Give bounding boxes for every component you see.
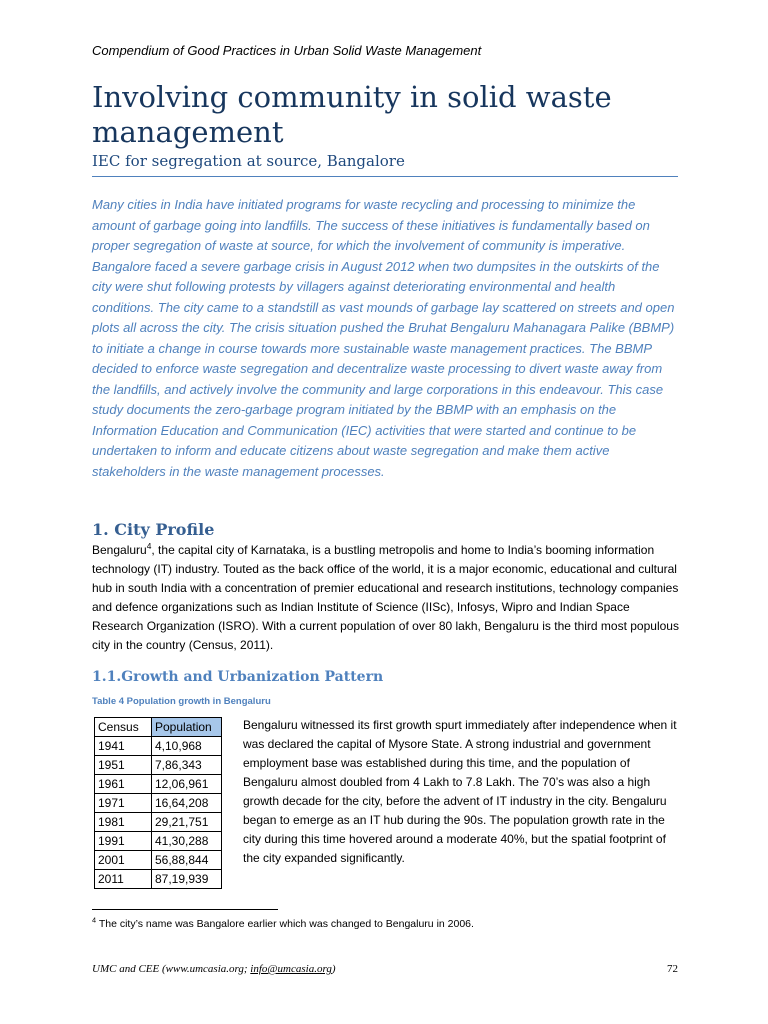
table-row bbox=[95, 813, 222, 832]
footnote-reference[interactable]: 4 bbox=[146, 541, 152, 551]
abstract-paragraph: Many cities in India have initiated programs for waste recycling and processing to minimize the amount of garbage going into landfills. The success of these initiatives is fundamentally based on proper segregation of waste at source, for which the involvement of community is imperative. Bangalore faced a severe garbage crisis in August 2012 when two dumpsites in the outskirts of the city were shut following protests by villagers against deteriorating environmental and health conditions. The city came to a standstill as vast mounds of garbage lay scattered on streets and open plots all across the city. The crisis situation pushed the Bruhat Bengaluru Mahanagara Palike (BBMP) to initiate a change in course towards more sustainable waste management practices. The BBMP decided to enforce waste segregation and decentralize waste processing to divert waste away from the landfills, and actively involve the community and large corporations in this endeavour. This case study documents the zero-garbage program initiated by the BBMP with an emphasis on the Information Education and Communication (IEC) activities that were started and continue to be undertaken to inform and educate citizens about waste segregation and make them active stakeholders in the waste management processes. bbox=[92, 197, 675, 479]
footer-org-suffix: ) bbox=[331, 963, 336, 975]
population-cell: 87,19,939 bbox=[152, 870, 222, 889]
population-cell: 16,64,208 bbox=[152, 794, 222, 813]
table-row bbox=[95, 794, 222, 813]
census-year-cell: 1961 bbox=[95, 775, 152, 794]
population-cell: 29,21,751 bbox=[152, 813, 222, 832]
table-row bbox=[95, 832, 222, 851]
column-header-census: Census bbox=[95, 718, 152, 737]
running-header: Compendium of Good Practices in Urban Solid Waste Management bbox=[92, 43, 482, 58]
section-heading-growth: 1.1.Growth and Urbanization Pattern bbox=[92, 669, 384, 685]
column-header-population: Population bbox=[152, 718, 222, 737]
footer-org-prefix: UMC and CEE ( bbox=[92, 963, 166, 975]
city-name: Bengaluru bbox=[92, 543, 147, 557]
footer-website-link[interactable]: www.umcasia.org bbox=[165, 963, 244, 975]
population-cell: 56,88,844 bbox=[152, 851, 222, 870]
census-year-cell: 2011 bbox=[95, 870, 152, 889]
table-row bbox=[95, 737, 222, 756]
table-header-row bbox=[95, 718, 222, 737]
title-divider bbox=[92, 176, 678, 177]
growth-paragraph: Bengaluru witnessed its first growth spurt immediately after independence when it was declared the capital of Mysore State. A strong industrial and government employment base was established during this time, and the population of Bengaluru almost doubled from 4 Lakh to 7.8 Lakh. The 70’s was also a high growth decade for the city, before the advent of IT industry in the city. Bengaluru began to emerge as an IT hub during the 90s. The population growth rate in the city during this time hovered around a moderate 40%, but the spatial footprint of the city expanded significantly. bbox=[243, 718, 677, 865]
footer-separator: ; bbox=[243, 963, 251, 975]
page-title: Involving community in solid waste management bbox=[92, 80, 612, 149]
table-row bbox=[95, 851, 222, 870]
population-cell: 41,30,288 bbox=[152, 832, 222, 851]
census-year-cell: 2001 bbox=[95, 851, 152, 870]
table-row bbox=[95, 756, 222, 775]
footer-email-link[interactable]: info@umcasia.org bbox=[250, 963, 332, 975]
population-table bbox=[94, 717, 222, 889]
table-caption: Table 4 Population growth in Bengaluru bbox=[92, 696, 271, 707]
city-profile-text: , the capital city of Karnataka, is a bustling metropolis and home to India’s booming information technology (IT) industry. Touted as the back office of the world, it is a major economic, educational and cultural hub in south India with a concentration of premier educational and research institutions, technology companies and defence organizations such as Indian Institute of Science (IISc), Infosys, Wipro and Indian Space Research Organization (ISRO). With a current population of over 80 lakh, Bengaluru is the third most populous city in the country (Census, 2011). bbox=[92, 543, 679, 652]
table-row bbox=[95, 775, 222, 794]
page-footer bbox=[92, 963, 336, 975]
page-number: 72 bbox=[667, 963, 678, 975]
census-year-cell: 1991 bbox=[95, 832, 152, 851]
census-year-cell: 1951 bbox=[95, 756, 152, 775]
section-heading-city-profile: 1. City Profile bbox=[92, 520, 215, 539]
census-year-cell: 1971 bbox=[95, 794, 152, 813]
population-cell: 12,06,961 bbox=[152, 775, 222, 794]
population-cell: 7,86,343 bbox=[152, 756, 222, 775]
footnote-mark: 4 bbox=[92, 915, 97, 925]
population-cell: 4,10,968 bbox=[152, 737, 222, 756]
footnote-text: The city’s name was Bangalore earlier which was changed to Bengaluru in 2006. bbox=[96, 918, 474, 930]
footnote bbox=[92, 915, 692, 930]
census-year-cell: 1941 bbox=[95, 737, 152, 756]
table-row bbox=[95, 870, 222, 889]
city-profile-paragraph bbox=[92, 541, 680, 655]
footnote-divider bbox=[92, 909, 278, 910]
page-subtitle: IEC for segregation at source, Bangalore bbox=[92, 152, 405, 170]
census-year-cell: 1981 bbox=[95, 813, 152, 832]
